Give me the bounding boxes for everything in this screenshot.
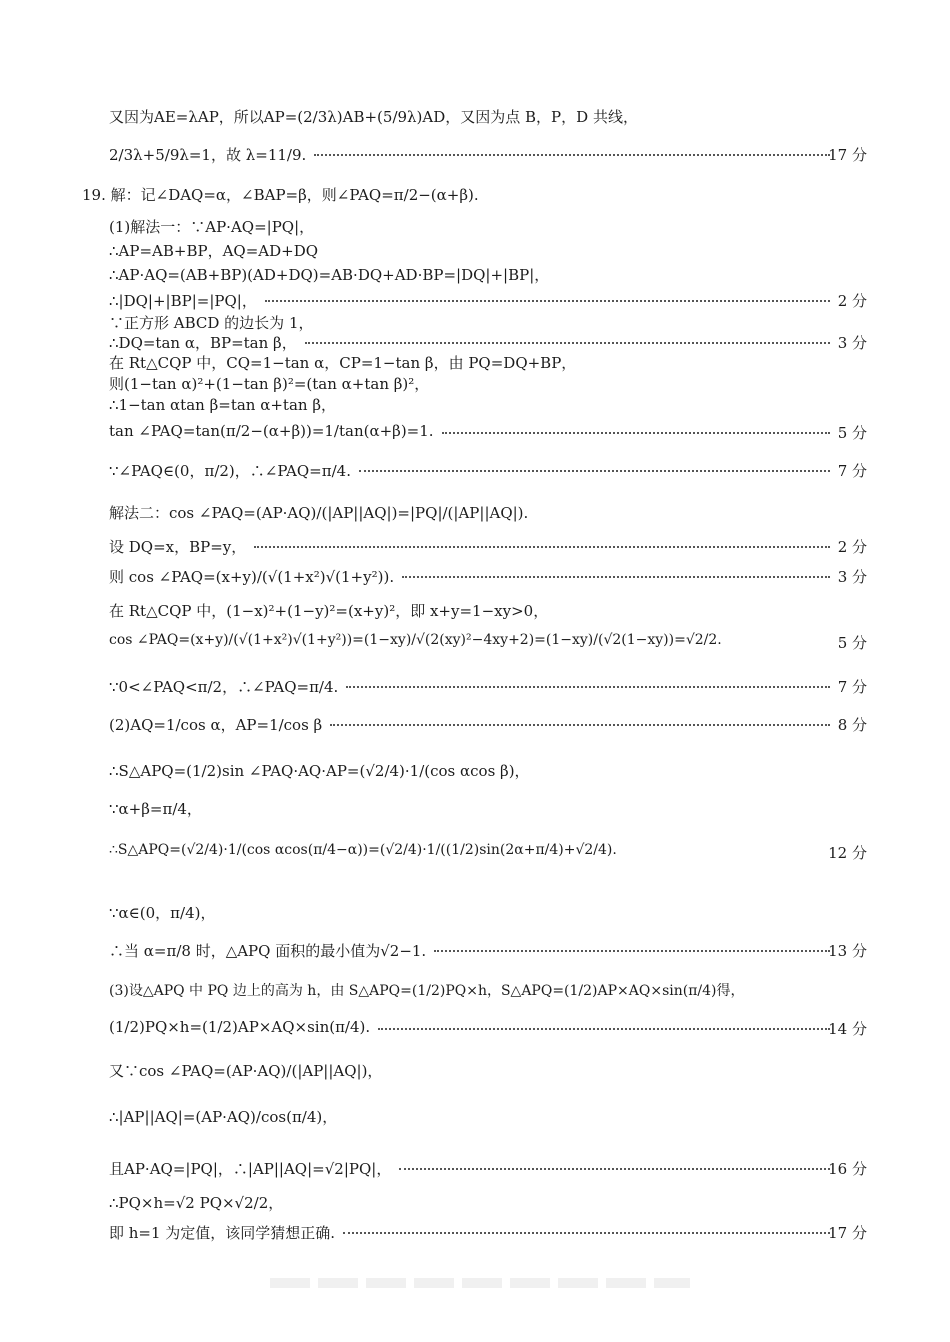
line-text: 在 Rt△CQP 中，(1−x)²+(1−y)²=(x+y)²，即 x+y=1−xy>0， [109, 602, 549, 620]
leader-dots [402, 576, 830, 578]
line-text: cos ∠PAQ=(x+y)/(√(1+x²)√(1+y²))=(1−xy)/√(2(xy)²−4xy+2)=(1−xy)/(√2(1−xy))=√2/2. [109, 632, 722, 648]
score-mark: 17 分 [828, 1224, 867, 1242]
solution-line [0, 1054, 950, 1094]
line-text: 又∵cos ∠PAQ=(AP·AQ)/(|AP||AQ|)， [109, 1062, 383, 1080]
line-text: 19. 解：记∠DAQ=α，∠BAP=β，则∠PAQ=π/2−(α+β). [82, 186, 479, 204]
line-text: 在 Rt△CQP 中，CQ=1−tan α，CP=1−tan β，由 PQ=DQ+BP， [109, 354, 577, 372]
line-text: ∴|DQ|+|BP|=|PQ|， [109, 292, 257, 310]
solution-line [0, 1012, 950, 1052]
solution-line [0, 974, 950, 1014]
solution-line [0, 836, 950, 876]
line-text: 设 DQ=x，BP=y， [109, 538, 247, 556]
line-text: ∵∠PAQ∈(0，π/2)，∴∠PAQ=π/4. [109, 462, 351, 480]
score-mark: 5 分 [837, 424, 867, 442]
line-text: ∴PQ×h=√2 PQ×√2/2， [109, 1194, 284, 1212]
line-text: ∴S△APQ=(√2/4)·1/(cos αcos(π/4−α))=(√2/4)·1/((1/2)sin(2α+π/4)+√2/4). [109, 842, 617, 858]
score-mark: 2 分 [837, 292, 867, 310]
solution-line [0, 708, 950, 748]
leader-dots [254, 546, 830, 548]
solution-line [0, 754, 950, 794]
line-text: (3)设△APQ 中 PQ 边上的高为 h，由 S△APQ=(1/2)PQ×h，S△APQ=(1/2)AP×AQ×sin(π/4)得， [109, 983, 745, 999]
line-text: 2/3λ+5/9λ=1，故 λ=11/9. [109, 146, 307, 164]
leader-dots [305, 342, 830, 344]
score-mark: 13 分 [828, 942, 867, 960]
line-text: 又因为AE=λAP，所以AP=(2/3λ)AB+(5/9λ)AD，又因为点 B，P，D 共线， [109, 108, 638, 126]
line-text: ∴AP·AQ=(AB+BP)(AD+DQ)=AB·DQ+AD·BP=|DQ|+|BP|， [109, 266, 550, 284]
line-text: 且AP·AQ=|PQ|，∴|AP||AQ|=√2|PQ|， [109, 1160, 392, 1178]
line-text: (1)解法一：∵AP·AQ=|PQ|， [109, 218, 315, 236]
line-text: ∴S△APQ=(1/2)sin ∠PAQ·AQ·AP=(√2/4)·1/(cos αcos β)， [109, 762, 530, 780]
solution-line [0, 454, 950, 494]
leader-dots [346, 686, 830, 688]
solution-line [0, 792, 950, 832]
score-mark: 8 分 [837, 716, 867, 734]
score-mark: 3 分 [837, 334, 867, 352]
line-text: ∴|AP||AQ|=(AP·AQ)/cos(π/4)， [109, 1108, 338, 1126]
score-mark: 16 分 [828, 1160, 867, 1178]
score-mark: 17 分 [828, 146, 867, 164]
score-mark: 7 分 [837, 462, 867, 480]
leader-dots [359, 470, 830, 472]
score-mark: 12 分 [828, 844, 867, 862]
leader-dots [330, 724, 830, 726]
leader-dots [442, 432, 830, 434]
solution-line [0, 1100, 950, 1140]
leader-dots [399, 1168, 830, 1170]
score-mark: 5 分 [837, 634, 867, 652]
score-mark: 3 分 [837, 568, 867, 586]
solution-line [0, 896, 950, 936]
line-text: ∵正方形 ABCD 的边长为 1， [109, 314, 314, 332]
leader-dots [434, 950, 830, 952]
solution-line [0, 934, 950, 974]
line-text: ∵0<∠PAQ<π/2，∴∠PAQ=π/4. [109, 678, 339, 696]
line-text: ∴AP=AB+BP，AQ=AD+DQ [109, 242, 319, 260]
line-text: ∵α∈(0，π/4)， [109, 904, 216, 922]
line-text: ∴1−tan αtan β=tan α+tan β， [109, 396, 336, 414]
solution-line [0, 416, 950, 456]
solution-line [0, 626, 950, 666]
line-text: ∵α+β=π/4， [109, 800, 202, 818]
leader-dots [343, 1232, 830, 1234]
line-text: 解法二：cos ∠PAQ=(AP·AQ)/(|AP||AQ|)=|PQ|/(|AP||AQ|). [109, 504, 529, 522]
solution-line [0, 670, 950, 710]
line-text: ∴DQ=tan α，BP=tan β， [109, 334, 297, 352]
line-text: 则(1−tan α)²+(1−tan β)²=(tan α+tan β)²， [109, 375, 430, 393]
leader-dots [378, 1028, 830, 1030]
score-mark: 14 分 [828, 1020, 867, 1038]
score-mark: 2 分 [837, 538, 867, 556]
line-text: (1/2)PQ×h=(1/2)AP×AQ×sin(π/4). [109, 1018, 371, 1036]
leader-dots [265, 300, 830, 302]
leader-dots [314, 154, 830, 156]
solution-line [0, 138, 950, 178]
solution-line [0, 1216, 950, 1256]
line-text: ∴当 α=π/8 时，△APQ 面积的最小值为√2−1. [109, 942, 427, 960]
line-text: (2)AQ=1/cos α，AP=1/cos β [109, 716, 323, 734]
score-mark: 7 分 [837, 678, 867, 696]
line-text: 则 cos ∠PAQ=(x+y)/(√(1+x²)√(1+y²)). [109, 568, 395, 586]
line-text: 即 h=1 为定值，该同学猜想正确. [109, 1224, 336, 1242]
solution-line [0, 100, 950, 140]
line-text: tan ∠PAQ=tan(π/2−(α+β))=1/tan(α+β)=1. [109, 422, 434, 440]
page-footer-faded [270, 1278, 690, 1288]
